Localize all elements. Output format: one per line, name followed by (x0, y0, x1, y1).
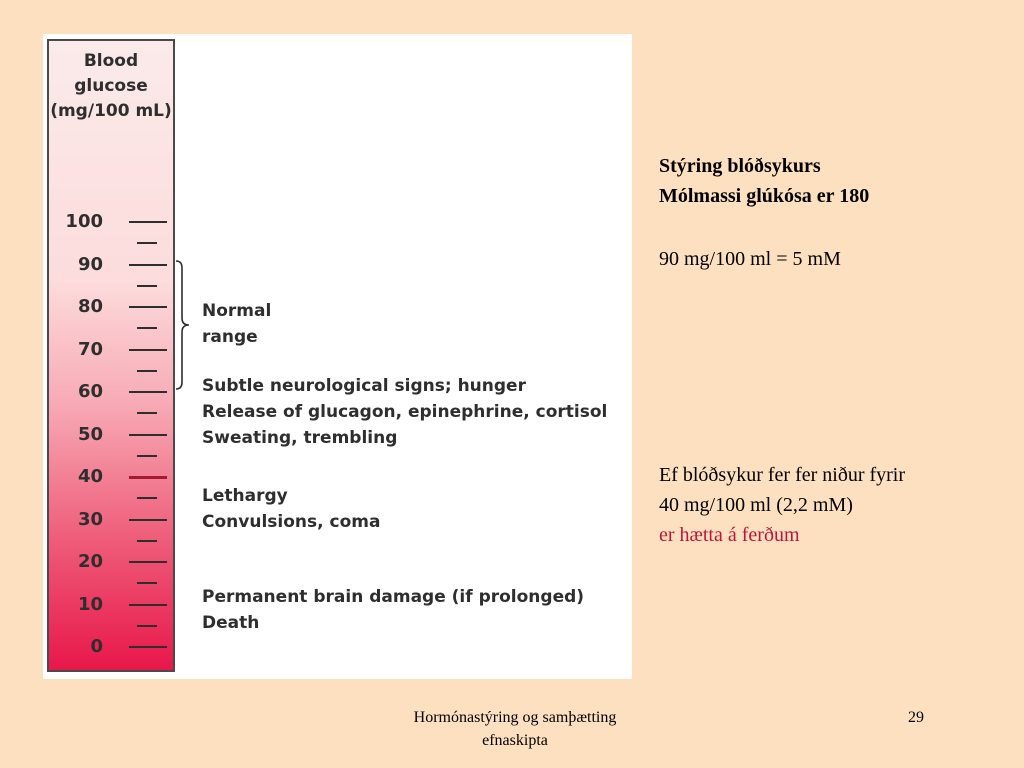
tick-major (129, 604, 167, 606)
tick-major (129, 264, 167, 266)
column-title-line-1: Blood (83, 51, 139, 71)
neurological-annotation (202, 373, 607, 451)
tick-minor (137, 582, 157, 584)
tick-label: 70 (77, 338, 103, 360)
tick-label: 0 (90, 636, 103, 657)
tick-label: 60 (77, 381, 103, 402)
damage-line-2: Death (202, 613, 260, 633)
tick-major (129, 646, 167, 648)
tick-label: 50 (77, 423, 103, 445)
tick-minor (137, 242, 157, 244)
column-title-line-2: glucose (74, 76, 148, 96)
lethargy-line-2: Convulsions, coma (202, 512, 381, 532)
tick-major (129, 349, 167, 351)
neuro-line-1: Subtle neurological signs; hunger (202, 376, 526, 396)
tick-major (129, 391, 167, 393)
tick-minor (137, 455, 157, 457)
tick-major (129, 221, 167, 223)
footer-line-2: efnaskipta (482, 732, 548, 749)
normal-range-label (202, 298, 271, 350)
slide-footer (360, 706, 670, 752)
slide-title-block (659, 151, 869, 211)
warning-line-1: Ef blóðsykur fer fer niður fyrir (659, 464, 906, 486)
tick-minor (137, 540, 157, 542)
normal-range-bracket (174, 260, 192, 390)
conversion-text: 90 mg/100 ml = 5 mM (659, 248, 841, 270)
column-title-line-3: (mg/100 mL) (50, 101, 172, 121)
neuro-line-2: Release of glucagon, epinephrine, cortisol (202, 402, 608, 422)
normal-range-line-2: range (202, 327, 258, 347)
normal-range-line-1: Normal (202, 301, 272, 321)
lethargy-annotation (202, 483, 380, 535)
tick-major (129, 519, 167, 521)
tick-minor (137, 412, 157, 414)
column-title (49, 49, 173, 124)
tick-label: 40 (77, 466, 103, 487)
tick-minor (137, 285, 157, 287)
tick-label: 10 (77, 593, 103, 615)
blood-glucose-figure (43, 34, 632, 679)
tick-minor (137, 497, 157, 499)
damage-line-1: Permanent brain damage (if prolonged) (202, 587, 585, 607)
lethargy-line-1: Lethargy (202, 486, 288, 506)
warning-text-block (659, 460, 905, 550)
tick-label: 100 (65, 211, 103, 232)
tick-minor (137, 327, 157, 329)
tick-major (129, 434, 167, 436)
tick-major-highlight (129, 476, 167, 479)
tick-minor (137, 370, 157, 372)
page-number: 29 (908, 709, 924, 726)
tick-label: 20 (77, 551, 103, 572)
footer-line-1: Hormónastýring og samþætting (413, 709, 617, 726)
warning-line-3: er hætta á ferðum (659, 524, 800, 546)
neuro-line-3: Sweating, trembling (202, 428, 398, 448)
tick-major (129, 306, 167, 308)
slide-title-line-1: Stýring blóðsykurs (659, 155, 821, 177)
tick-minor (137, 625, 157, 627)
brain-damage-annotation (202, 584, 584, 636)
tick-label: 90 (77, 253, 103, 275)
tick-label: 80 (77, 296, 103, 317)
warning-line-2: 40 mg/100 ml (2,2 mM) (659, 494, 853, 516)
slide-title-line-2: Mólmassi glúkósa er 180 (659, 185, 870, 207)
glucose-scale-column (47, 39, 175, 672)
tick-major (129, 561, 167, 563)
tick-label: 30 (77, 508, 103, 530)
